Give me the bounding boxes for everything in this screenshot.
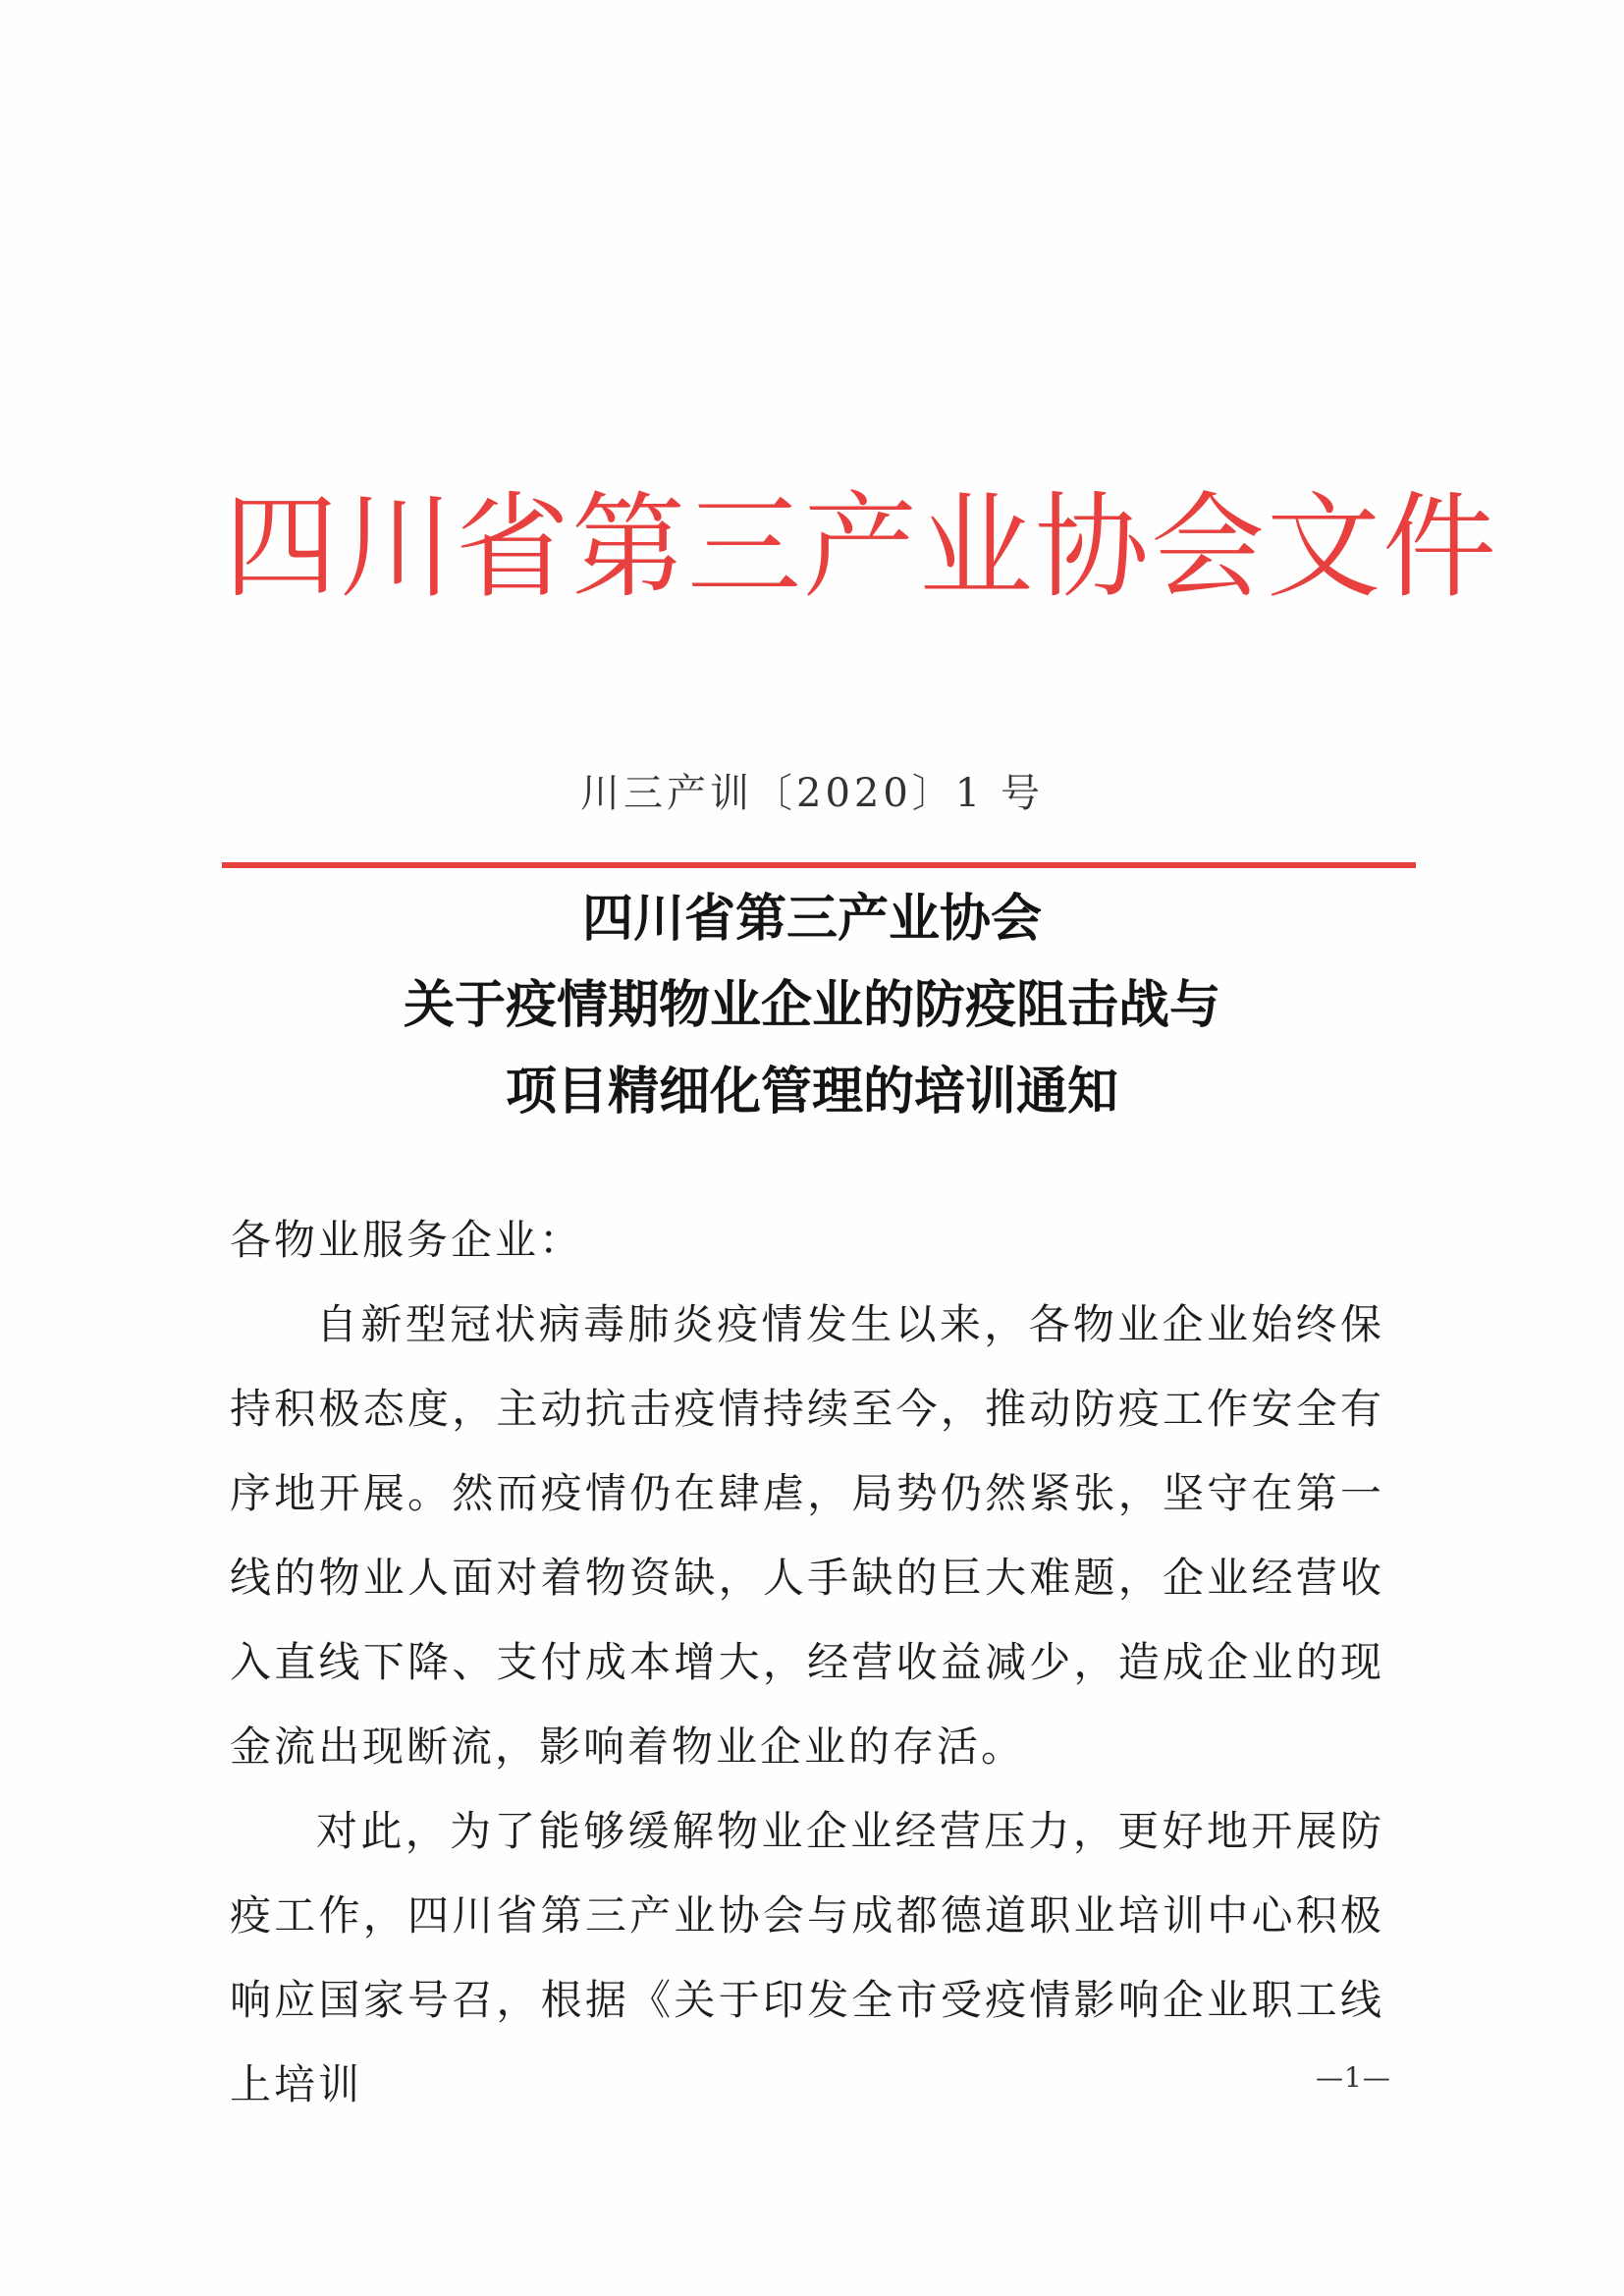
page-number: —1— [1316, 2061, 1391, 2094]
title-line-2: 关于疫情期物业企业的防疫阻击战与 [403, 976, 1220, 1035]
body-paragraph-1: 自新型冠状病毒肺炎疫情发生以来，各物业企业始终保持积极态度，主动抗击疫情持续至今，推动防疫工作安全有序地开展。然而疫情仍在肆虐，局势仍然紧张，坚守在第一线的物业人面对着物资缺，人手缺的巨大难题，企业经营收入直线下降、支付成本增大，经营收益减少，造成企业的现金流出现断流，影响着物业企业的存活。 [230, 1300, 1384, 1771]
title-line-1: 四川省第三产业协会 [581, 890, 1042, 949]
red-divider-line [222, 862, 1416, 868]
salutation: 各物业服务企业： [230, 1216, 584, 1264]
notice-title [0, 876, 1624, 1135]
masthead-title: 四川省第三产业协会文件 [224, 481, 1498, 614]
body-paragraph-2: 对此，为了能够缓解物业企业经营压力，更好地开展防疫工作，四川省第三产业协会与成都德道职业培训中心积极响应国家号召，根据《关于印发全市受疫情影响企业职工线上培训 [230, 1807, 1384, 2108]
title-line-3: 项目精细化管理的培训通知 [505, 1063, 1118, 1121]
document-number: 川三产训〔2020〕1 号 [580, 771, 1044, 816]
notice-body [230, 1198, 1384, 2127]
